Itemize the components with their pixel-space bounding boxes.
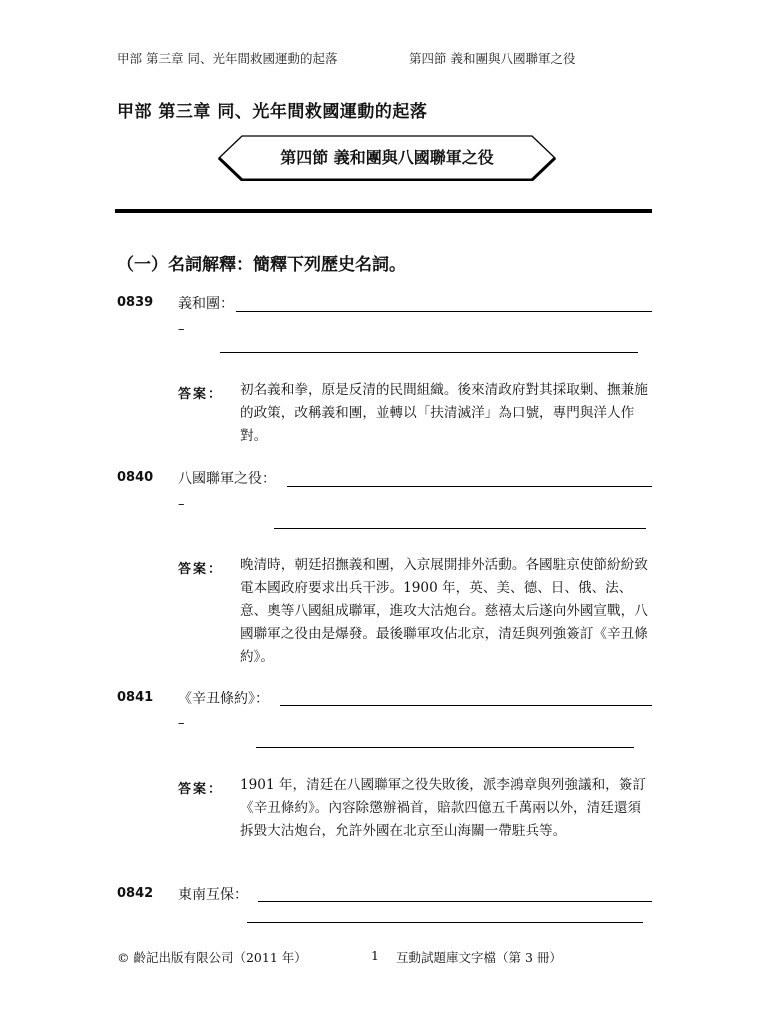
answer-text: 1901 年，清廷在八國聯軍之役失敗後，派李鴻章與列強議和，簽訂《辛丑條約》。內容除懲辦禍首，賠款四億五千萬兩以外，清廷還須拆毀大沽炮台，允許外國在北京至山海關一帶駐兵等。 xyxy=(240,777,646,839)
answer-text: 初名義和拳，原是反清的民間組織。後來清政府對其採取剿、撫兼施的政策，改稱義和團，並轉以「扶清滅洋」為口號，專門與洋人作對。 xyxy=(240,382,648,444)
question-number: 0840 xyxy=(117,470,154,485)
section-banner-title: 第四節 義和團與八國聯軍之役 xyxy=(280,148,494,167)
answer-text: 晚清時，朝廷招撫義和團，入京展開排外活動。各國駐京使節紛紛致電本國政府要求出兵干涉。1900 年，英、美、德、日、俄、法、意、奧等八國組成聯軍，進攻大沽炮台。慈禧太后遂向外國宣戰，八國聯軍之役由是爆發。最後聯軍攻佔北京，清廷與列強簽訂《辛丑條約》。 xyxy=(240,557,648,665)
question-number: 0841 xyxy=(117,690,154,705)
section-banner xyxy=(218,135,556,181)
footer-copyright: © 齡記出版有限公司（2011 年） xyxy=(117,950,307,965)
question-number: 0839 xyxy=(117,295,154,310)
answer-blank-line[interactable] xyxy=(287,486,652,487)
running-header-right: 第四節 義和團與八國聯軍之役 xyxy=(409,51,576,66)
question-term: 《辛丑條約》： xyxy=(178,691,269,707)
chapter-title: 甲部 第三章 同、光年間救國運動的起落 xyxy=(117,102,428,122)
dash-mark: – xyxy=(178,322,185,337)
footer-document-name: 互動試題庫文字檔（第 3 冊） xyxy=(396,950,562,965)
answer-blank-line[interactable] xyxy=(247,922,643,923)
question-term: 東南互保： xyxy=(178,887,248,903)
divider-rule xyxy=(115,209,652,213)
answer-blank-line[interactable] xyxy=(280,705,652,706)
answer-label: 答案： xyxy=(178,387,224,402)
question-number: 0842 xyxy=(117,886,154,901)
answer-label: 答案： xyxy=(178,782,224,797)
answer-blank-line[interactable] xyxy=(274,528,646,529)
question-term: 義和團： xyxy=(178,296,234,312)
answer-blank-line[interactable] xyxy=(256,747,634,748)
question-term: 八國聯軍之役： xyxy=(178,471,276,487)
answer-blank-line[interactable] xyxy=(258,901,652,902)
dash-mark: – xyxy=(178,497,185,512)
running-header-left: 甲部 第三章 同、光年間救國運動的起落 xyxy=(117,51,338,66)
dash-mark: – xyxy=(178,716,185,731)
answer-label: 答案： xyxy=(178,562,224,577)
answer-blank-line[interactable] xyxy=(220,352,638,353)
footer-page-number: 1 xyxy=(371,948,379,963)
part-heading: （一）名詞解釋：簡釋下列歷史名詞。 xyxy=(117,255,406,275)
answer-blank-line[interactable] xyxy=(236,311,652,312)
